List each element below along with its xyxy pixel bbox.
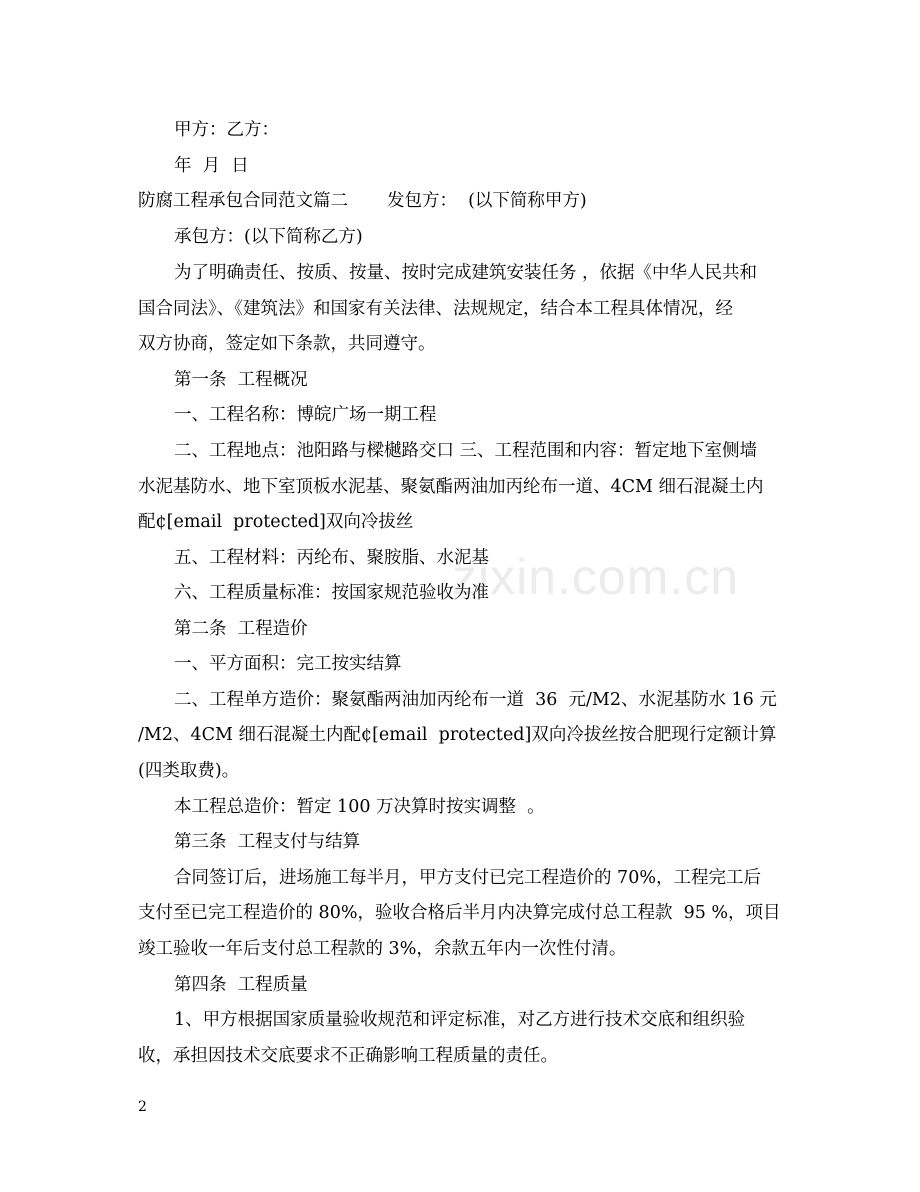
paragraph-line: 双方协商，签定如下条款，共同遵守。	[138, 334, 436, 354]
article-heading: 第三条 工程支付与结算	[174, 832, 361, 852]
paragraph-line: 水泥基防水、地下室顶板水泥基、聚氨酯两油加丙纶布一道、4CM 细石混凝土内	[138, 477, 764, 497]
date-line: 年 月 日	[174, 156, 249, 176]
paragraph-line: 五、工程材料：丙纶布、聚胺脂、水泥基	[174, 548, 489, 568]
paragraph-line: 一、工程名称：博皖广场一期工程	[174, 405, 437, 425]
watermark: zixin.com.cn	[452, 549, 740, 605]
paragraph-line: 收，承担因技术交底要求不正确影响工程质量的责任。	[138, 1046, 558, 1066]
paragraph-line: 一、平方面积：完工按实结算	[174, 654, 402, 674]
paragraph-line: 国合同法》、《建筑法》和国家有关法律、法规规定，结合本工程具体情况，经	[138, 299, 733, 319]
paragraph-line: 二、工程单方造价：聚氨酯两油加丙纶布一道 36 元/M2、水泥基防水 16 元	[174, 690, 777, 710]
paragraph-line: 配¢[email protected]双向冷拔丝	[138, 512, 414, 532]
signature-line: 甲方：乙方：	[174, 120, 279, 140]
article-heading: 第一条 工程概况	[174, 370, 308, 390]
paragraph-line: 合同签订后，进场施工每半月，甲方支付已完工程造价的 70%，工程完工后	[174, 868, 761, 888]
paragraph-line: 竣工验收一年后支付总工程款的 3%，余款五年内一次性付清。	[138, 939, 627, 959]
contract-heading: 防腐工程承包合同范文篇二 发包方： (以下简称甲方)	[138, 191, 587, 211]
paragraph-line: 六、工程质量标准：按国家规范验收为准	[174, 583, 489, 603]
paragraph-line: 二、工程地点：池阳路与樑樾路交口 三、工程范围和内容：暂定地下室侧墙	[174, 441, 758, 461]
paragraph-line: 1、甲方根据国家质量验收规范和评定标准，对乙方进行技术交底和组织验	[174, 1010, 746, 1030]
article-heading: 第二条 工程造价	[174, 619, 308, 639]
page-number: 2	[138, 1099, 147, 1115]
paragraph-line: 支付至已完工程造价的 80%，验收合格后半月内决算完成付总工程款 95 %，项目	[138, 903, 781, 923]
paragraph-line: /M2、4CM 细石混凝土内配¢[email protected]双向冷拔丝按合肥现行定额计算	[138, 725, 777, 745]
paragraph-line: 本工程总造价：暂定 100 万决算时按实调整 。	[174, 797, 545, 817]
article-heading: 第四条 工程质量	[174, 975, 308, 995]
paragraph-line: 为了明确责任、按质、按量、按时完成建筑安装任务 ，依据《中华人民共和	[174, 263, 758, 283]
paragraph-line: (四类取费)。	[138, 761, 240, 781]
contractor-line: 承包方：(以下简称乙方)	[174, 227, 363, 247]
